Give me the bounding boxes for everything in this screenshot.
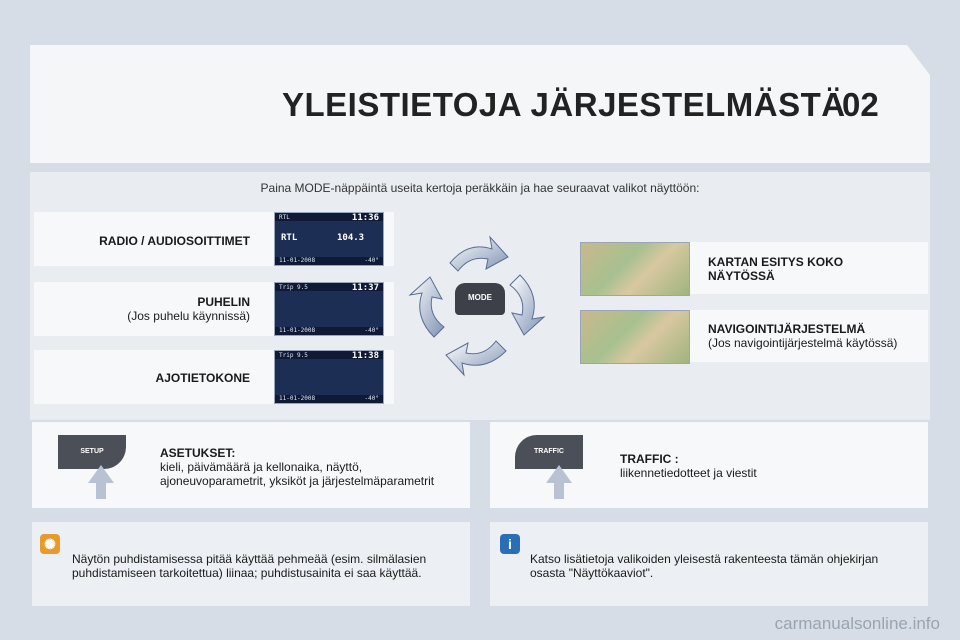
watermark: carmanualsonline.info — [774, 614, 940, 633]
mode-label-fullmap: KARTAN ESITYS KOKO NÄYTÖSSÄ — [708, 255, 844, 283]
page-title: YLEISTIETOJA JÄRJESTELMÄSTÄ — [282, 86, 846, 123]
screen-date: 11-01-2008 — [279, 257, 316, 264]
screen-header: Trip 9.5 — [279, 352, 308, 359]
screen-header: Trip 9.5 — [279, 284, 308, 291]
screen-temp: -40° — [364, 257, 379, 264]
screen-date: 11-01-2008 — [279, 327, 316, 334]
setup-button[interactable]: SETUP — [58, 435, 126, 469]
mode-label-trip: AJOTIETOKONE — [155, 371, 250, 385]
navigation-screen — [580, 310, 690, 364]
screen-time: 11:36 — [351, 213, 379, 223]
press-arrow-icon — [86, 465, 116, 499]
chapter-number: 02 — [842, 86, 879, 123]
press-arrow-icon — [544, 465, 574, 499]
screen-time: 11:38 — [351, 351, 379, 361]
intro-text: Paina MODE-näppäintä useita kertoja peräkkäin ja hae seuraavat valikot näyttöön: — [260, 181, 700, 195]
info-note-text: Katso lisätietoja valikoiden yleisestä rakenteesta tämän ohjekirjan osasta "Näyttökaaviot". — [530, 552, 879, 580]
screen-temp: -40° — [364, 327, 379, 334]
mode-button[interactable]: MODE — [455, 283, 505, 315]
screen-temp: -40° — [364, 395, 379, 402]
mode-label-phone: PUHELIN (Jos puhelu käynnissä) — [127, 295, 250, 323]
info-icon: i — [500, 534, 520, 554]
setup-description: ASETUKSET: kieli, päivämäärä ja kellonaika, näyttö, ajoneuvoparametrit, yksiköt ja järjestelmäparametrit — [160, 446, 435, 488]
traffic-description: TRAFFIC : liikennetiedotteet ja viestit — [620, 452, 757, 480]
mode-label-navigation: NAVIGOINTIJÄRJESTELMÄ (Jos navigointijärjestelmä käytössä) — [708, 322, 898, 350]
traffic-button[interactable]: TRAFFIC — [515, 435, 583, 469]
mode-label-radio: RADIO / AUDIOSOITTIMET — [99, 234, 250, 248]
phone-screen — [274, 282, 384, 336]
screen-date: 11-01-2008 — [279, 395, 316, 402]
screen-station-large: RTL — [281, 233, 298, 243]
cleaning-sun-icon: ✺ — [40, 534, 60, 554]
screen-time: 11:37 — [351, 283, 379, 293]
cleaning-note-text: Näytön puhdistamisessa pitää käyttää pehmeää (esim. silmälasien puhdistamiseen tarkoitettua) liinaa; puhdistusainita ei saa käyttää. — [72, 552, 427, 580]
fullmap-screen — [580, 242, 690, 296]
screen-frequency: 104.3 — [337, 233, 365, 243]
screen-station: RTL — [279, 214, 290, 221]
radio-screen — [274, 212, 384, 266]
trip-screen — [274, 350, 384, 404]
